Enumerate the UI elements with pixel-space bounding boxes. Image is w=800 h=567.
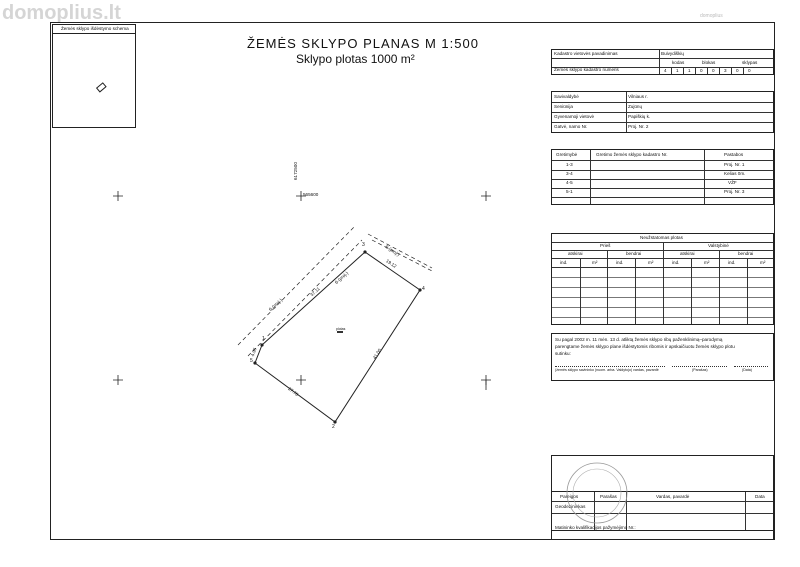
neighbors-header-3: Pastabos	[724, 152, 744, 157]
cadastre-digit: 4	[664, 68, 667, 73]
dim-label: 19.12	[385, 258, 398, 269]
qualification-label: Matininko kvalifikacijos pažymėjimo Nr.:	[555, 525, 636, 530]
signature-caption-1: (žemės sklypo savininko (nuom. arba. Valdytojo) vardas, pavardė	[555, 368, 659, 372]
plot-center-label: plotas	[336, 327, 346, 331]
neighbor-note: Kelias 0m.	[724, 171, 746, 176]
neighbor-code: 3-4	[566, 171, 573, 176]
address-label: Gatvė, namo Nr.	[554, 124, 588, 129]
cadastre-reg-value: Buivydiškių	[661, 51, 684, 56]
address-value: Zujūnų	[628, 104, 643, 109]
cadastre-reg-label: Kadastro vietovės pavadinimas	[554, 51, 618, 56]
neighbors-header-1: Gretimybė	[556, 152, 578, 157]
area-sub: bendrai	[626, 251, 642, 256]
area-sub: atskirai	[568, 251, 583, 256]
dim-label: 41.00	[371, 347, 383, 361]
area-unit: m²	[760, 260, 766, 265]
plot-area-unit: m²	[400, 52, 415, 66]
point-label-5: 5	[250, 358, 253, 364]
cadastre-digit: 3	[724, 68, 727, 73]
area-group-1: Prieš	[600, 243, 611, 248]
dim-label: 37.11	[309, 286, 321, 298]
statement-line-1: Su pagal 2002 m. 11 mėn. 13 d. atliktą žemės sklypo ribų paženklinimą–parodymą	[555, 337, 723, 342]
signoff-header-3: Vardas, pavardė	[656, 494, 690, 499]
page-title: ŽEMĖS SKLYPO PLANAS M 1:500	[247, 36, 479, 51]
cadastre-col-sklypas: sklypas	[742, 60, 758, 65]
proj-label: 6-(proj.)	[384, 244, 401, 258]
area-unit: ind.	[616, 260, 624, 265]
area-unit: m²	[648, 260, 654, 265]
cadastre-col-kodas: kodas	[672, 60, 685, 65]
neighbor-code: 4-5	[566, 180, 573, 185]
dim-label: 27.76	[287, 386, 300, 398]
signoff-header-1: Pareigos	[560, 494, 579, 499]
neighbor-code: 5-1	[566, 189, 573, 194]
area-sub: atskirai	[680, 251, 695, 256]
neighbor-note: Proj. Nr. 1	[724, 162, 745, 167]
corner-mark: domoplius	[700, 13, 723, 19]
signoff-header-2: Parašas	[600, 494, 617, 499]
coord-y-label: 565600	[303, 192, 319, 197]
neighbor-note: VŽF	[728, 180, 737, 185]
statement-line-3: sutinku:	[555, 351, 571, 356]
grid-crosses	[113, 191, 491, 390]
cadastre-num-label: Žemės sklypo kadastro numeris	[554, 67, 619, 72]
neighbor-code: 1-3	[566, 162, 573, 167]
cadastre-digit: 1	[676, 68, 679, 73]
address-value: Proj. Nr. 2	[628, 124, 649, 129]
area-sub: bendrai	[738, 251, 754, 256]
area-table-title: Neužstatomas plotas	[640, 235, 683, 240]
cadastre-digit: 0	[712, 68, 715, 73]
point-label-2: 2	[332, 424, 335, 430]
proj-label: 6-(proj.)	[267, 297, 284, 312]
projected-neighbor-lines	[238, 226, 434, 356]
address-label: Savivaldybė	[554, 94, 579, 99]
signature-caption-2: (Parašas)	[692, 368, 708, 372]
address-label: Gyvenamoji vietovė	[554, 114, 595, 119]
area-unit: ind.	[728, 260, 736, 265]
neighbors-header-2: Gretimo žemės sklypo kadastro Nr.	[596, 152, 668, 157]
cadastre-digit: 0	[748, 68, 751, 73]
cadastre-digit: 0	[700, 68, 703, 73]
cadastre-digit: 0	[736, 68, 739, 73]
point-label-4: 4	[422, 286, 425, 292]
cadastre-col-blokas: blokas	[702, 60, 716, 65]
statement-line-2: parengtame žemės sklypo plane išdėstytomis ribomis ir apskaičiuotu žemės sklypo plotu	[555, 344, 735, 349]
address-label: Seniūnija	[554, 104, 573, 109]
point-label-3: 3	[362, 242, 365, 248]
cadastre-digit: 1	[688, 68, 691, 73]
watermark: domoplius.lt	[2, 2, 121, 24]
coord-x-label: 6172500	[293, 162, 298, 180]
plot-area-label: Sklypo plotas	[296, 52, 368, 66]
area-unit: ind.	[560, 260, 568, 265]
neighbor-note: Proj. Nr. 3	[724, 189, 745, 194]
scheme-label: Žemės sklypo išdėstymo schema	[61, 26, 129, 31]
proj-label: 6-(proj.)	[333, 270, 350, 285]
area-unit: m²	[592, 260, 598, 265]
signoff-header-4: Data	[755, 494, 765, 499]
address-value: Vilniaus r.	[628, 94, 648, 99]
address-value: Papiškių k.	[628, 114, 651, 119]
signature-caption-3: (Data)	[742, 368, 752, 372]
signoff-role: Geodezininkas	[555, 504, 586, 509]
plot-area-value: 1000	[370, 52, 398, 66]
area-unit: m²	[704, 260, 710, 265]
point-label-1: 1	[262, 336, 265, 342]
area-unit: ind.	[672, 260, 680, 265]
dim-label: 4.95	[249, 347, 258, 358]
area-group-2: Valstybinė	[708, 243, 729, 248]
